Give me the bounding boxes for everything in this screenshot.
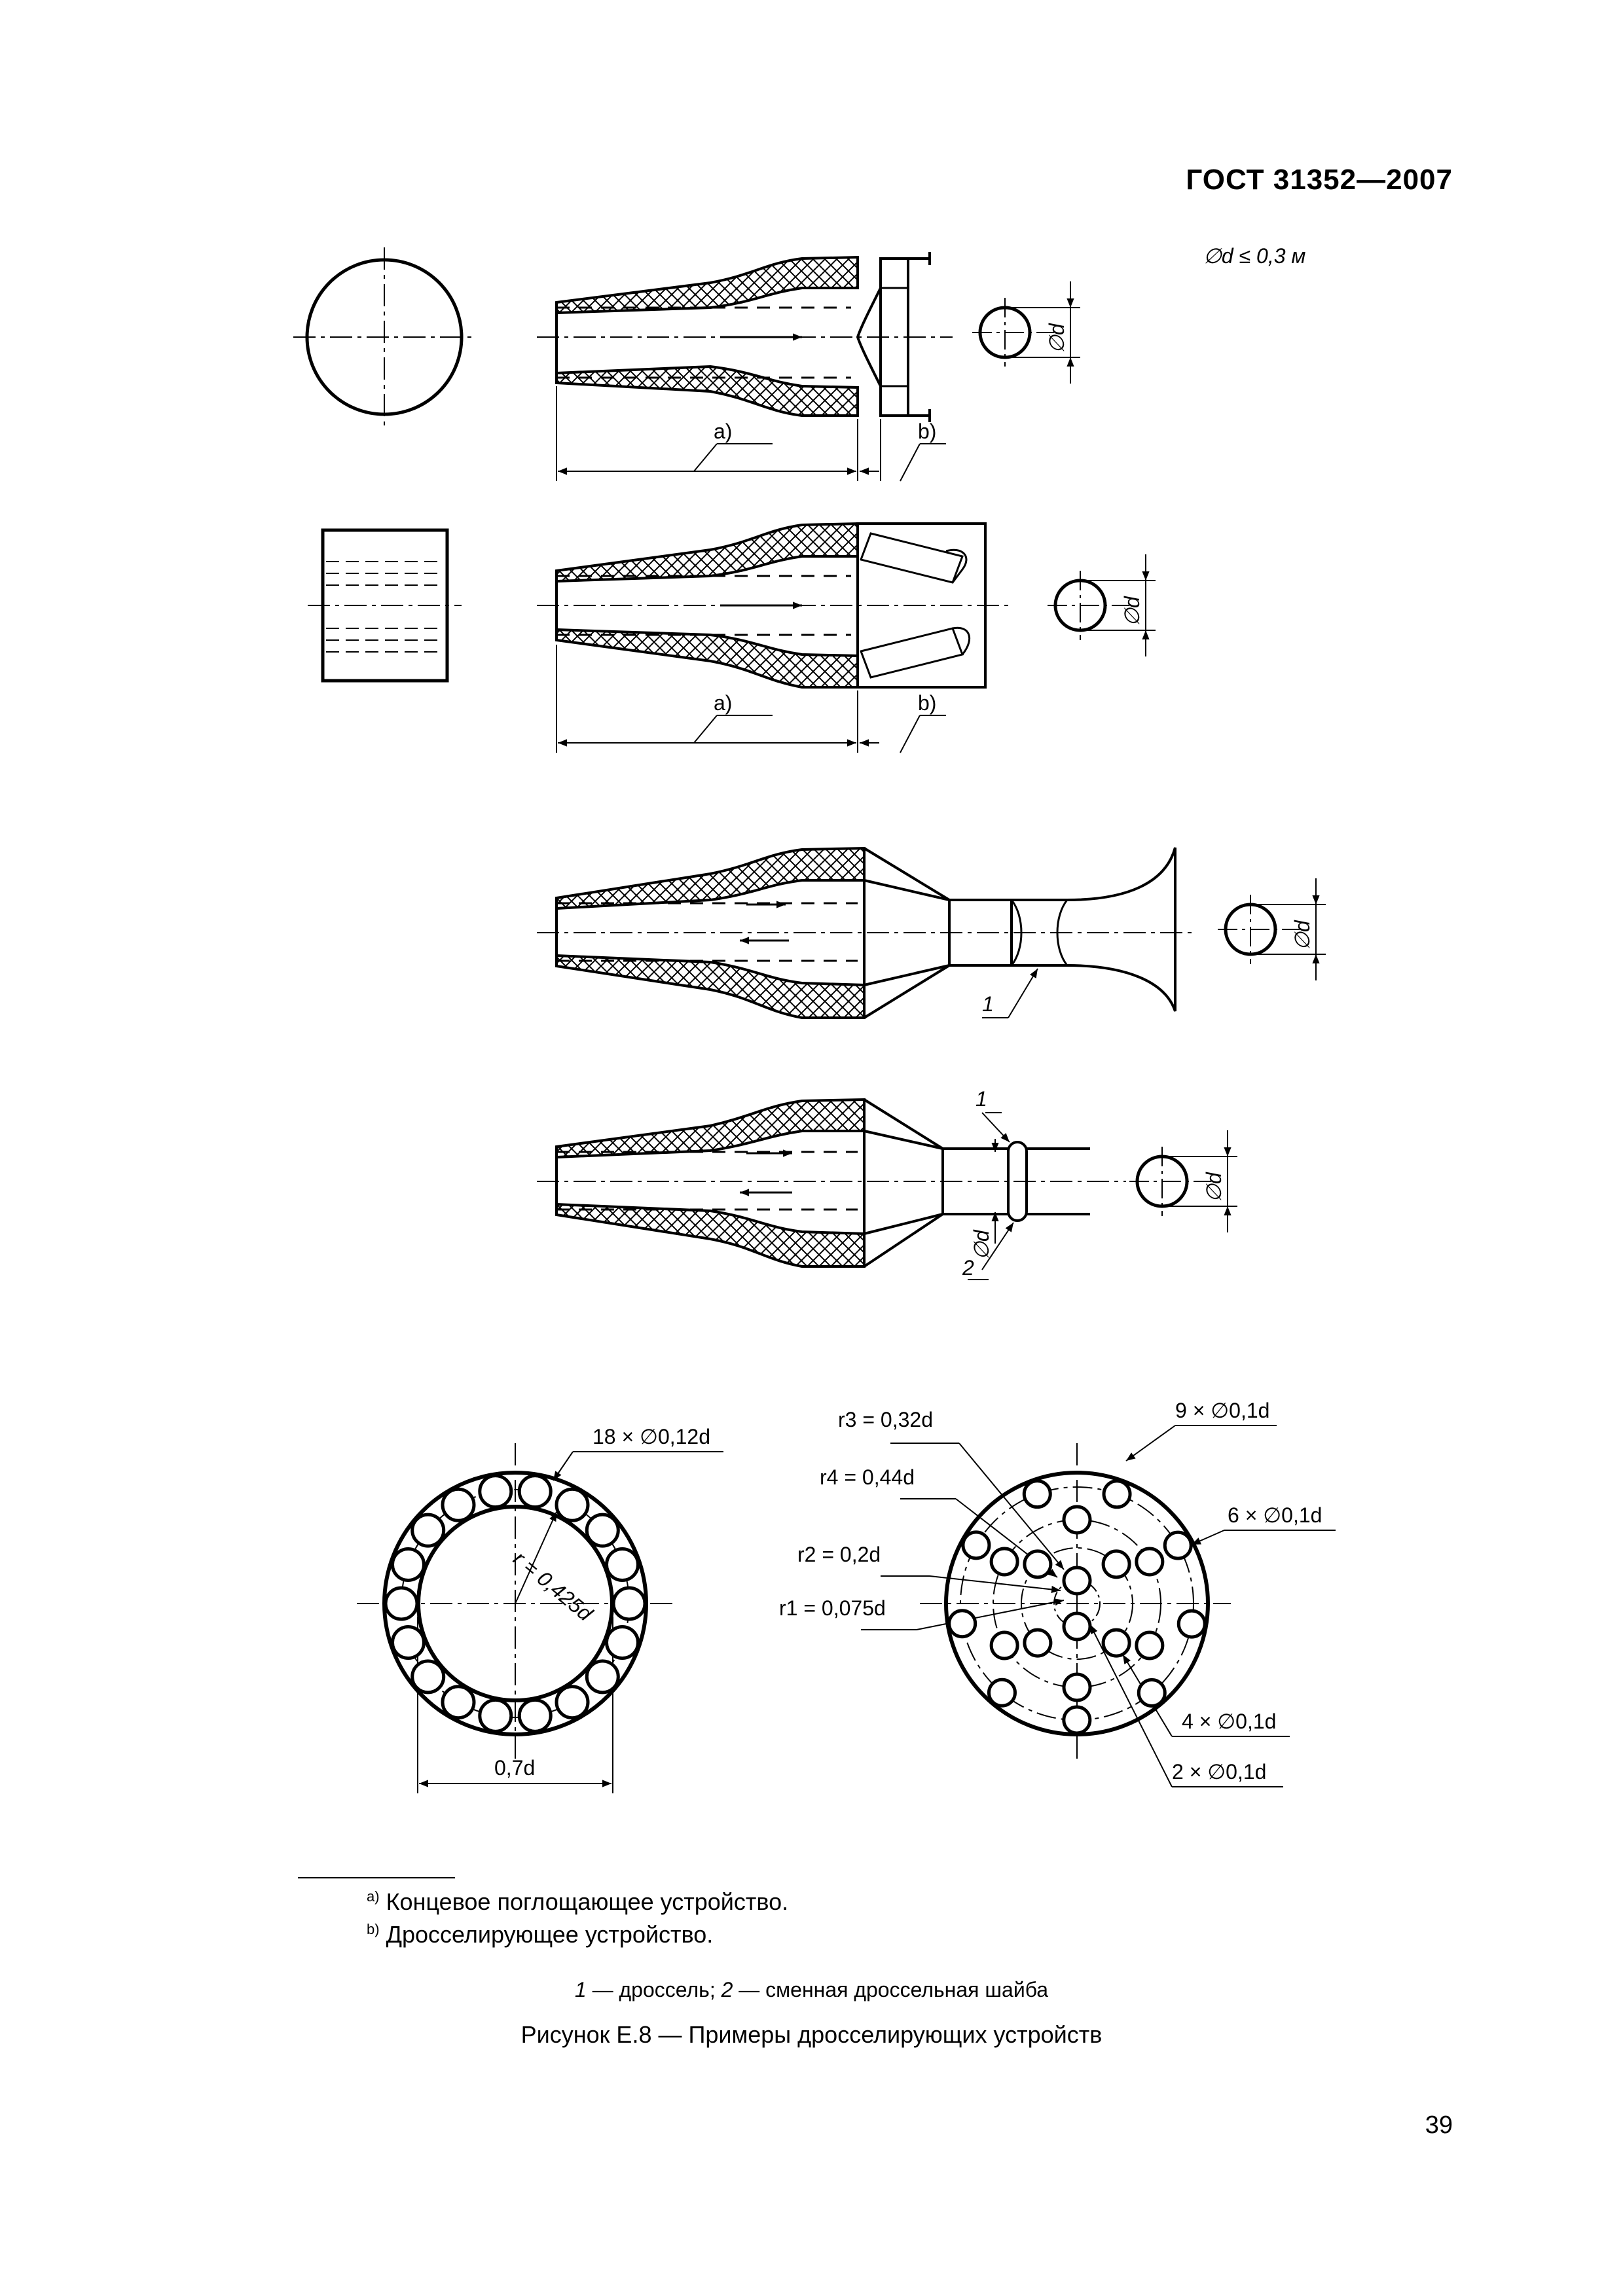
plate-hole <box>1165 1532 1191 1558</box>
holes-4-label: 4 × ∅0,1d <box>1182 1710 1277 1733</box>
ring-hole <box>392 1549 424 1580</box>
plate-hole <box>1137 1632 1163 1659</box>
plate-hole <box>991 1632 1017 1659</box>
ring-hole <box>607 1549 638 1580</box>
row4-item-2: 2 <box>962 1256 974 1280</box>
footnote-a <box>367 1888 788 1916</box>
ring-radius-label: r = 0,425d <box>509 1546 597 1626</box>
plate-hole <box>1104 1481 1130 1507</box>
row3-diameter-label: ∅d <box>1290 920 1314 950</box>
plate-hole <box>963 1532 989 1558</box>
ring-holes-label: 18 × ∅0,12d <box>593 1425 711 1448</box>
row1-label-b: b) <box>918 420 937 443</box>
ring-hole <box>613 1588 645 1619</box>
plate-hole <box>1064 1674 1090 1700</box>
row3-throttle-device <box>537 848 1192 1018</box>
ring-hole <box>412 1661 444 1693</box>
ring-hole <box>443 1687 474 1718</box>
ring-hole <box>519 1700 551 1731</box>
footnote-a-text: Концевое поглощающее устройство. <box>386 1888 789 1915</box>
row2-diameter-label: ∅d <box>1120 596 1144 626</box>
row2-absorber-body <box>537 524 1008 753</box>
figure-legend <box>0 1978 1623 2002</box>
plate-hole <box>1139 1679 1165 1706</box>
footnote-a-mark: a) <box>367 1888 380 1905</box>
ring-hole <box>386 1588 417 1619</box>
row4-throttle-device <box>537 1100 1126 1280</box>
plate-hole <box>1178 1611 1205 1637</box>
ring-hole <box>392 1627 424 1659</box>
ring-hole <box>607 1627 638 1659</box>
diameter-constraint: ∅d ≤ 0,3 м <box>1203 244 1306 268</box>
row1-end-view <box>293 247 475 425</box>
footnote-b-text: Дросселирующее устройство. <box>386 1921 714 1948</box>
ring-hole <box>587 1515 618 1546</box>
footnote-b-mark: b) <box>367 1921 380 1937</box>
holes-9-label: 9 × ∅0,1d <box>1175 1399 1270 1422</box>
ring-hole <box>556 1489 588 1520</box>
plate-hole <box>949 1611 976 1637</box>
ring-hole <box>587 1661 618 1693</box>
holes-6-label: 6 × ∅0,1d <box>1228 1503 1322 1527</box>
plate-hole <box>1025 1551 1051 1577</box>
ring-hole <box>443 1489 474 1520</box>
row3-item-1: 1 <box>982 992 994 1016</box>
row1-label-a: a) <box>714 420 733 443</box>
ring-hole <box>519 1476 551 1507</box>
plate-hole <box>991 1549 1017 1575</box>
legend-n1: 1 <box>574 1978 587 2001</box>
row4-orifice-diameter-label: ∅d <box>970 1230 993 1260</box>
plate-hole <box>1137 1549 1163 1575</box>
row2-label-b: b) <box>918 691 937 715</box>
plate-hole <box>1064 1707 1090 1733</box>
figure-caption: Рисунок Е.8 — Примеры дросселирующих устройств <box>520 2021 1103 2048</box>
r1-label: r1 = 0,075d <box>779 1596 886 1620</box>
row2-end-view <box>308 530 462 681</box>
footnote-divider <box>298 1877 455 1878</box>
row4-diameter-label: ∅d <box>1202 1172 1226 1202</box>
legend-t1: — дроссель; <box>586 1978 721 2001</box>
footnote-b <box>367 1921 713 1948</box>
plate-hole <box>1103 1551 1129 1577</box>
ring-hole <box>480 1476 511 1507</box>
row2-label-a: a) <box>714 691 733 715</box>
r2-label: r2 = 0,2d <box>797 1543 881 1566</box>
plate-hole <box>1064 1568 1090 1594</box>
plate-hole <box>1024 1481 1050 1507</box>
legend-t2: — сменная дроссельная шайба <box>733 1978 1049 2001</box>
r4-label: r4 = 0,44d <box>820 1465 915 1489</box>
ring-orifice-plate <box>357 1443 723 1793</box>
ring-hole <box>556 1687 588 1718</box>
plate-hole <box>989 1679 1015 1706</box>
row1-diameter-label: ∅d <box>1045 323 1068 353</box>
ring-hole <box>412 1515 444 1546</box>
row4-item-1: 1 <box>976 1087 987 1111</box>
page-number: 39 <box>1425 2111 1453 2139</box>
plate-hole <box>1025 1630 1051 1656</box>
document-code: ГОСТ 31352—2007 <box>1186 164 1453 196</box>
ring-width-label: 0,7d <box>494 1756 536 1780</box>
r3-label: r3 = 0,32d <box>838 1408 933 1431</box>
ring-hole <box>480 1700 511 1731</box>
row1-absorber-body <box>537 252 953 481</box>
legend-n2: 2 <box>721 1978 733 2001</box>
holes-2-label: 2 × ∅0,1d <box>1172 1760 1267 1784</box>
plate-hole <box>1064 1613 1090 1640</box>
plate-hole <box>1064 1507 1090 1533</box>
plate-hole <box>1103 1630 1129 1656</box>
